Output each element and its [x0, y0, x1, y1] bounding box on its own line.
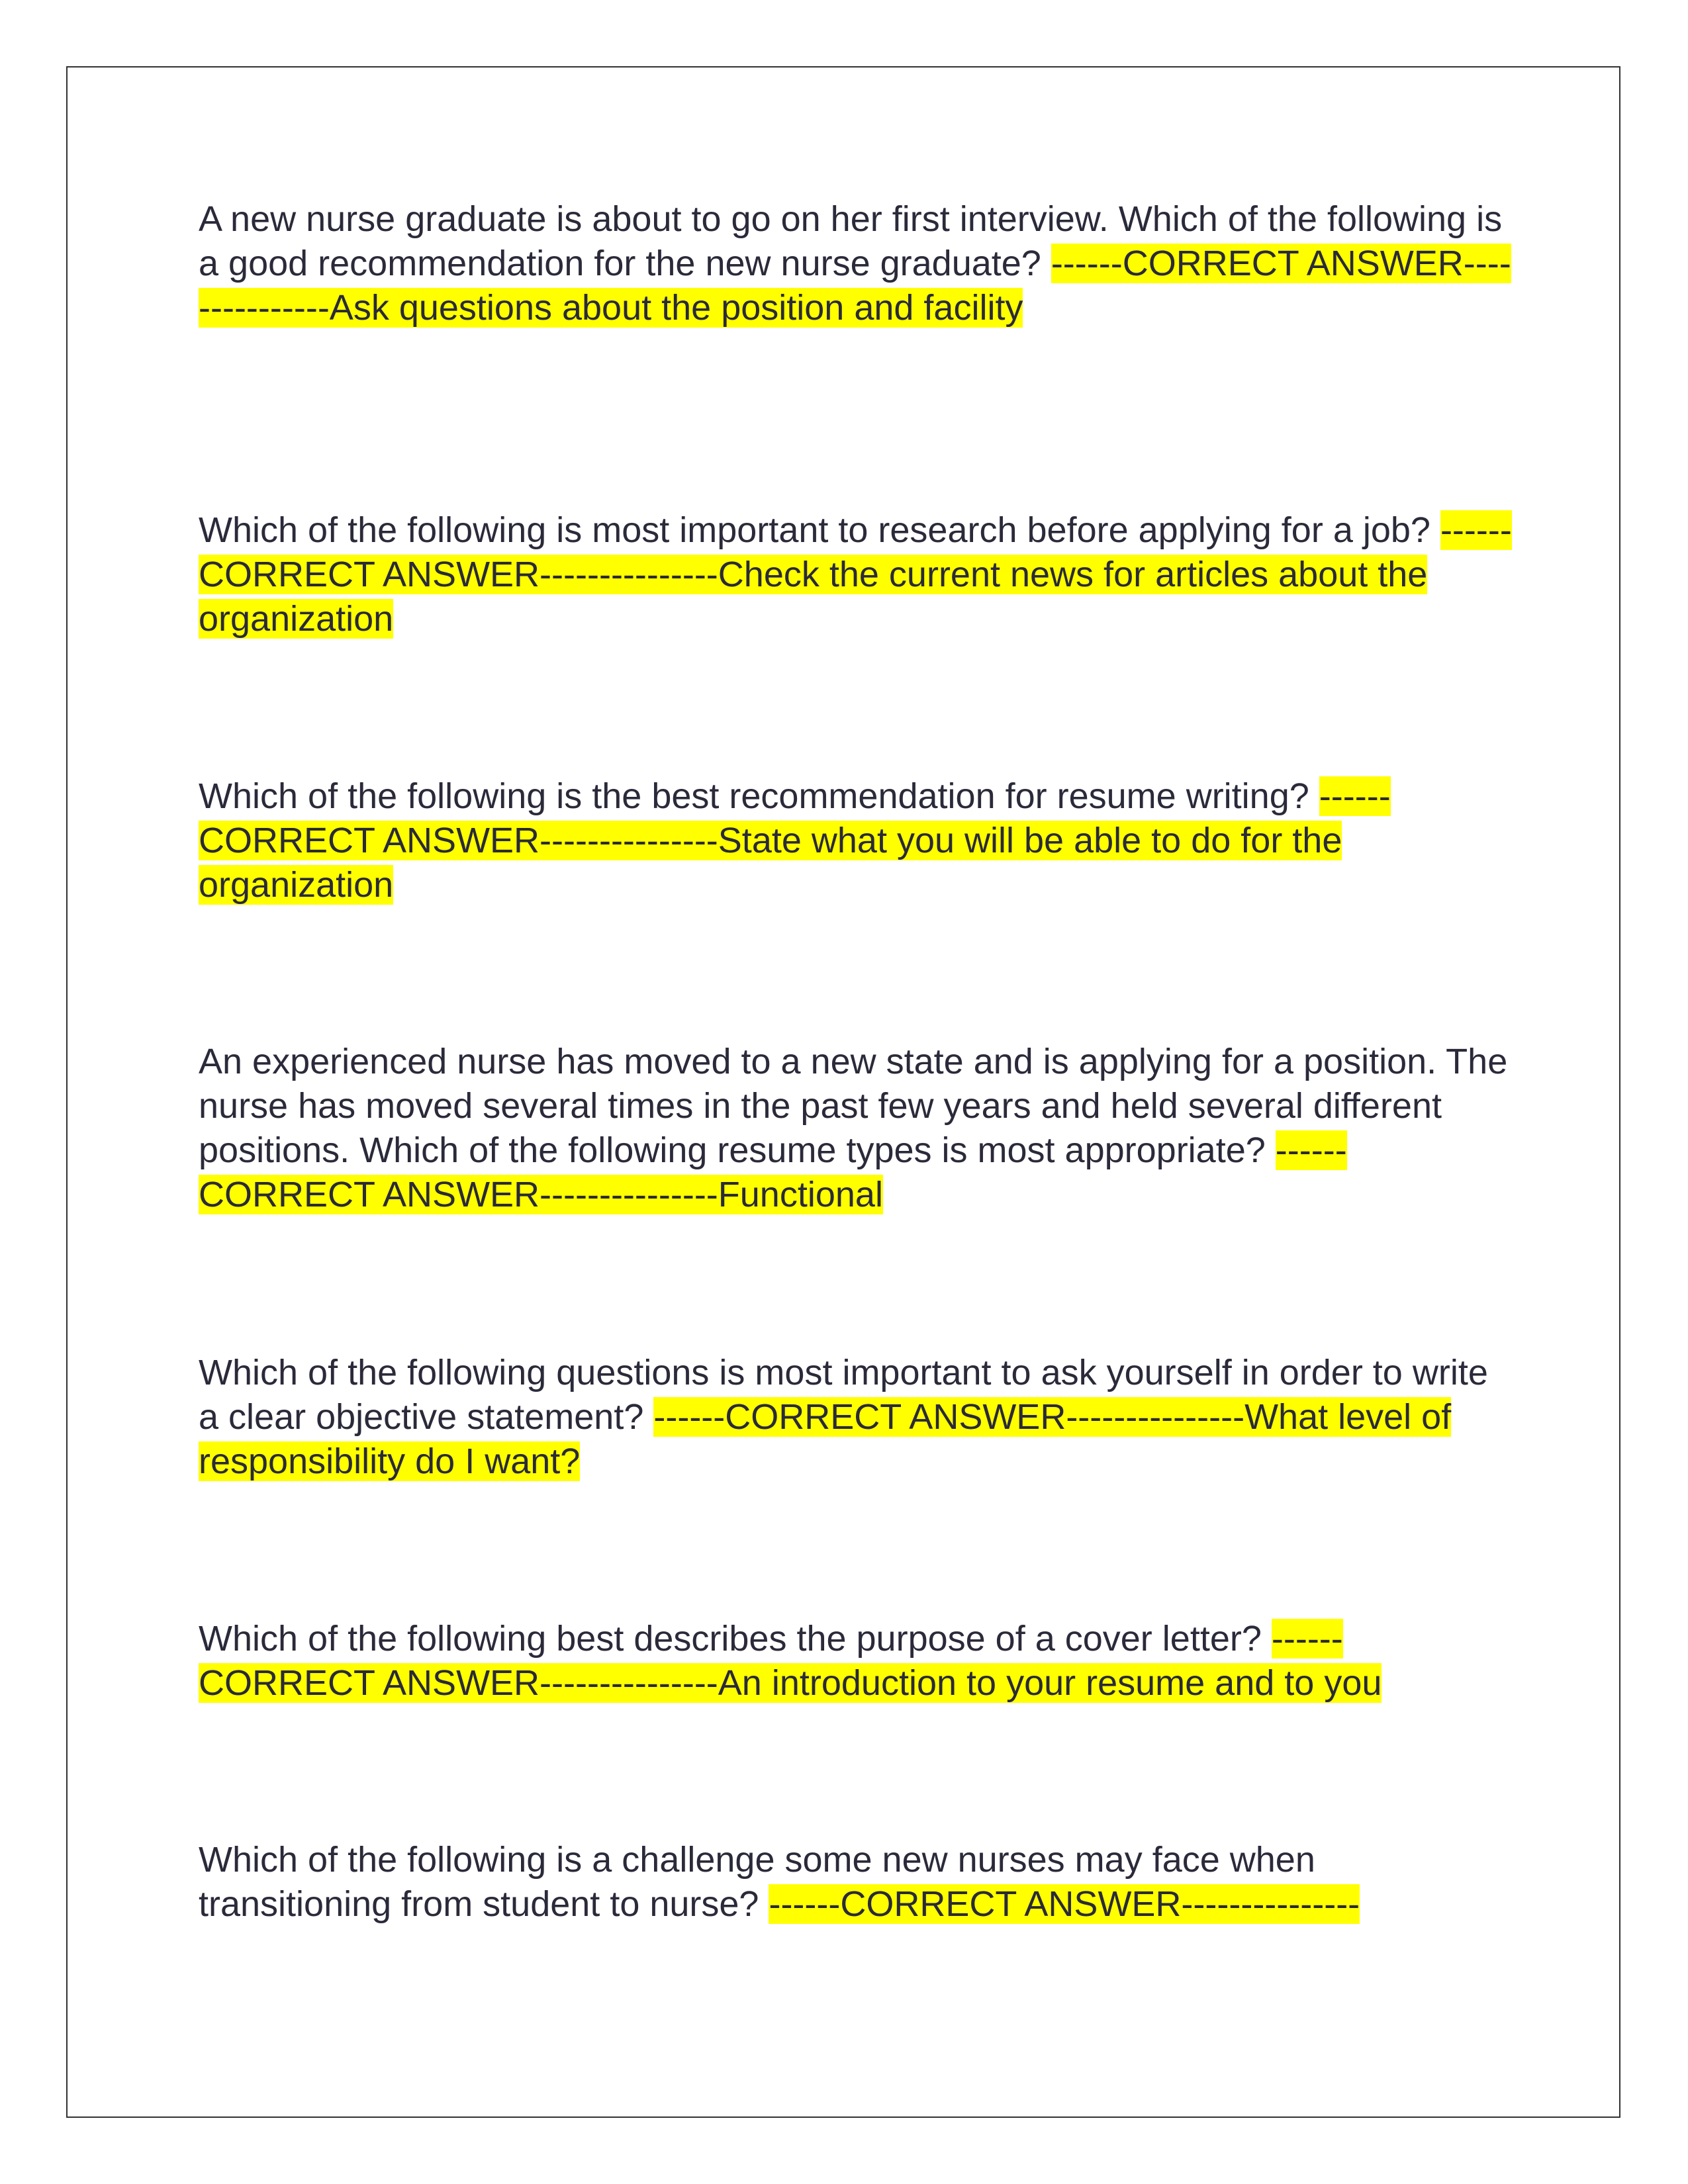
qa-item — [199, 197, 1516, 330]
question-text: Which of the following is most important to research before applying for a job? — [199, 510, 1440, 550]
answer-highlight: ------CORRECT ANSWER---------------An introduction to your resume and to you — [199, 1619, 1382, 1703]
question-text: Which of the following best describes the purpose of a cover letter? — [199, 1619, 1272, 1659]
qa-item — [199, 1617, 1516, 1706]
answer-highlight: ------CORRECT ANSWER---------------State what you will be able to do for the organization — [199, 776, 1391, 905]
answer-highlight: ------CORRECT ANSWER---------------What level of responsibility do I want? — [199, 1397, 1452, 1481]
question-text: Which of the following is a challenge some new nurses may face when transitioning from student to nurse? — [199, 1840, 1315, 1924]
qa-item — [199, 1351, 1516, 1484]
question-text: Which of the following questions is most important to ask yourself in order to write a clear objective statement? — [199, 1353, 1488, 1437]
answer-highlight: ------CORRECT ANSWER---------------Functional — [199, 1130, 1347, 1214]
answer-highlight: ------CORRECT ANSWER---------------Check the current news for articles about the organization — [199, 510, 1512, 639]
qa-item — [199, 1838, 1516, 1927]
question-text: Which of the following is the best recommendation for resume writing? — [199, 776, 1319, 816]
qa-item — [199, 774, 1516, 907]
question-text: A new nurse graduate is about to go on her first interview. Which of the following is a good recommendation for the new nurse graduate? — [199, 199, 1503, 283]
qa-item — [199, 1040, 1516, 1217]
question-text: An experienced nurse has moved to a new state and is applying for a position. The nurse has moved several times in the past few years and held several different positions. Which of the following resume types is most appropriate? — [199, 1042, 1508, 1170]
qa-item — [199, 508, 1516, 641]
answer-highlight: ------CORRECT ANSWER---------------Ask questions about the position and facility — [199, 244, 1511, 328]
answer-highlight: ------CORRECT ANSWER--------------- — [769, 1884, 1360, 1924]
